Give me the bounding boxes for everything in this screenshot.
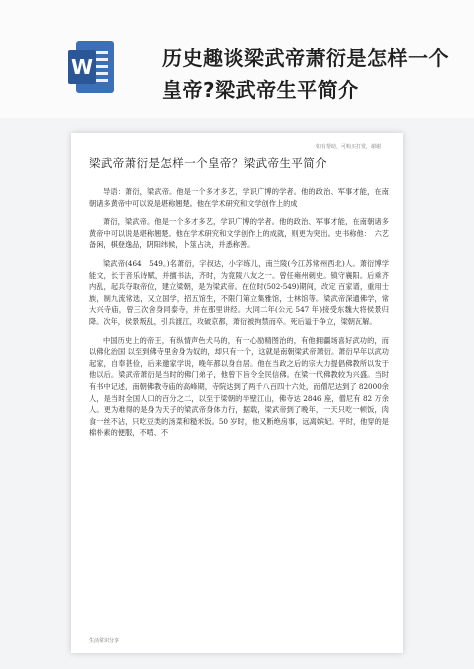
document-title: 梁武帝萧衍是怎样一个皇帝？梁武帝生平简介 [89,156,327,170]
document-page [71,133,403,653]
paragraph: 梁武帝(464 549。)名萧衍，字叔达，小字练儿，南兰陵(今江苏常州西北)人。萧衍博学能文，长于音乐诗赋，并擅书法，齐时，为竟陵八友之一。曾任雍州刺史。镇守襄阳。后乘齐内乱，起兵夺取帝位，建立梁朝，是为梁武帝。在位时(502-549)期间，改定 百家谱，重用士族，制九流常选，又立国学，招五馆生，不限门第立集雅馆，士林馆等。梁武帝深通佛学，常大兴寺庙，曾三次舍身同泰寺，并在那里讲经。大同二年(公元 547 年)接受东魏大将侯景归降。次年，侯景叛乱，引兵渡江，攻破京都，萧衍被拘禁而卒。死后谥于争立，梁朝瓦解。 [89,258,389,326]
document-footer: 生活常识分享 [89,638,120,644]
word-icon-letter: W [70,55,94,79]
banner [0,0,474,118]
top-note: 如有帮助，可购买打赏，谢谢 [315,144,381,150]
banner-title: 历史趣谈梁武帝萧衍是怎样一个皇帝?梁武帝生平简介 [162,46,449,102]
document-body [89,186,389,446]
paragraph: 萧衍，梁武帝。他是一个多才多艺，学识广博的学者。他的政治、军事才能，在南朝诸多黄帝中可以说是堪称翘楚。他在学术研究和文学创作上的成就，则更为突出。史书称他： 六艺备闲，棋登逸品，阴阳纬候，卜筮占决，并悉称善。 [89,217,389,250]
word-document-icon [68,41,114,93]
paragraph: 中国历史上的帝王，有纵情声色犬马的，有一心励精图治的，有他拥疆场喜好武功的，而 以佛化治国 以至到佛寺里舍身为奴的，却只有一个，这就是南朝梁武帝萧衍。萧衍早年以武功起家，自奉甚俭，后来邀家学说，晚年都以身自居。他在当政之后的宗大力提倡佛教所以发于他以后。梁武帝萧衍是当时的佛门弟子，他曾下旨令全民信佛。在梁一代佛教较为兴盛。当时有书中记述，南朝佛教寺庙的高峰期，寺院达到了两千八百四十六处，而僧尼达到了 82000余人，是当时全国人口的百分之二，以至于梁朝的半壁江山，佛寺达 2846 座，僧尼有 82 万余人。更为难得的是身为天子的梁武帝身体力行，据载，梁武帝到了晚年，一天只吃一顿饭，肉食一丝不沾，只吃豆类的汤菜和糙米饭。50 岁时，他又断绝房事，远离嫔妃。平时，他穿的是棉朴素的便服，不啃、不 [89,335,389,438]
paragraph: 导语：萧衍，梁武帝。他是一个多才多艺，学识广博的学者。他的政治、军事才能，在南朝诸多黄帝中可以说是堪称翘楚。他在学术研究和文学创作上的成 [89,187,389,208]
